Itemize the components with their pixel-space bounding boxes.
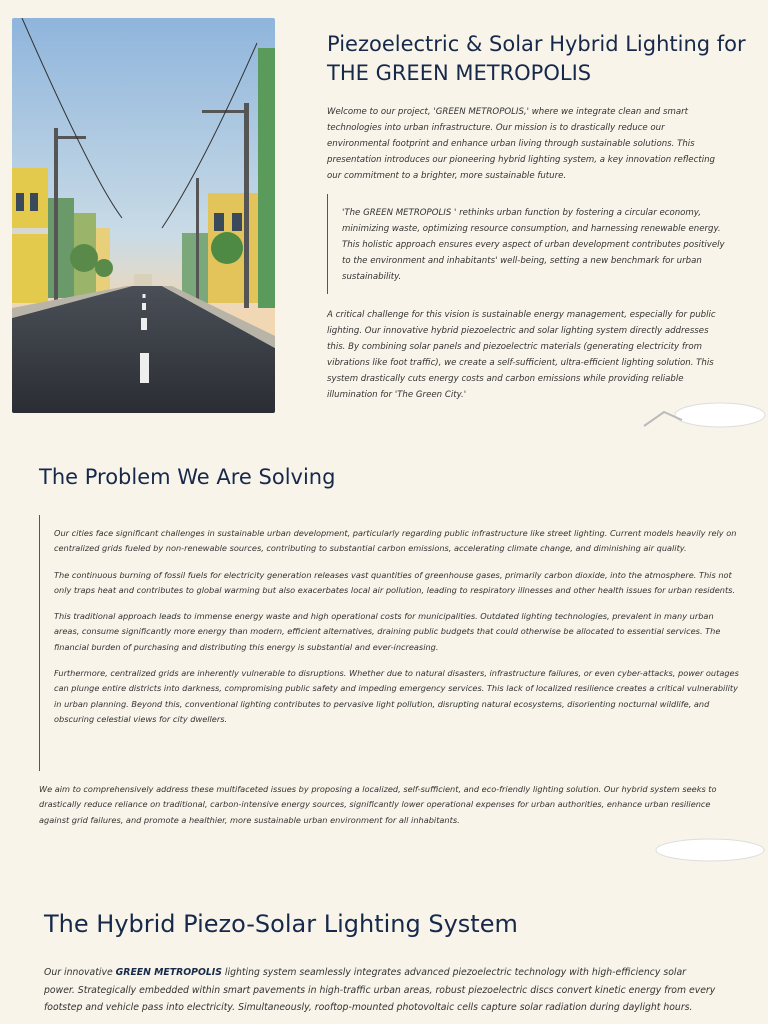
hybrid-text-start: Our innovative <box>44 967 116 978</box>
problem-paragraph: Our cities face significant challenges in sustainable urban development, particularly regarding public infrastructure like street lighting. Current models heavily rely on centralized grids fueled by non-renewable sources, contributing to substantial carbon emissions, accelerating climate change, and diminishing air quality. <box>54 528 737 554</box>
hybrid-paragraph <box>44 964 716 1017</box>
decorative-smudge <box>650 836 766 864</box>
mission-quote <box>327 194 727 294</box>
problem-paragraph: This traditional approach leads to immense energy waste and high operational costs for municipalities. Outdated lighting technologies, prevalent in many urban areas, consume significantly more energy than modern, efficient alternatives, draining public budgets that could otherwise be allocated to essential services. The financial burden of purchasing and distributing this energy is substantial and ever-increasing. <box>54 611 721 652</box>
decorative-smudge <box>642 400 766 430</box>
hybrid-text-end: lighting system seamlessly integrates advanced piezoelectric technology with high-efficiency solar power. Strategically embedded within smart pavements in high-traffic urban areas, robust piezoelectric discs convert kinetic energy from every footstep and vehicle pass into electricity. Simultaneously, rooftop-mounted photovoltaic cells capture solar radiation during daylight hours. <box>44 967 716 1013</box>
hybrid-heading: The Hybrid Piezo-Solar Lighting System <box>44 910 518 938</box>
street-hero-image <box>12 18 275 413</box>
aim-paragraph: We aim to comprehensively address these multifaceted issues by proposing a localized, self-sufficient, and eco-friendly lighting solution. Our hybrid system seeks to drastically reduce reliance on traditional, carbon-intensive energy sources, significantly lower operational expenses for urban authorities, enhance urban resilience against grid failures, and promote a healthier, more sustainable urban environment for all inhabitants. <box>39 784 717 825</box>
challenge-paragraph: A critical challenge for this vision is sustainable energy management, especially for public lighting. Our innovative hybrid piezoelectric and solar lighting system directly addresses this. By combining solar panels and piezoelectric materials (generating electricity from vibrations like foot traffic), we create a self-sufficient, ultra-efficient lighting solution. This system drastically cuts energy costs and carbon emissions while providing reliable illumination for 'The Green City.' <box>327 310 716 400</box>
problem-section <box>39 515 739 771</box>
street-illustration <box>12 18 275 413</box>
quote-text: 'The GREEN METROPOLIS ' rethinks urban function by fostering a circular economy, minimizing waste, optimizing resource consumption, and harnessing renewable energy. This holistic approach ensures every aspect of urban development contributes positively to the environment and inhabitants' well-being, setting a new benchmark for urban sustainability. <box>342 208 725 282</box>
intro-paragraph: Welcome to our project, 'GREEN METROPOLIS,' where we integrate clean and smart technologies into urban infrastructure. Our mission is to drastically reduce our environmental footprint and enhance urban living through sustainable solutions. This presentation introduces our pioneering hybrid lighting system, a key innovation reflecting our commitment to a brighter, more sustainable future. <box>327 107 715 181</box>
problem-paragraph: Furthermore, centralized grids are inherently vulnerable to disruptions. Whether due to natural disasters, infrastructure failures, or even cyber-attacks, power outages can plunge entire districts into darkness, compromising public safety and impeding emergency services. This lack of localized resilience creates a critical vulnerability in urban planning. Beyond this, conventional lighting contributes to pervasive light pollution, disrupting natural ecosystems, disorienting nocturnal wildlife, and obscuring celestial views for city dwellers. <box>54 668 739 724</box>
page-title: Piezoelectric & Solar Hybrid Lighting for THE GREEN METROPOLIS <box>327 32 746 85</box>
problem-heading: The Problem We Are Solving <box>39 465 336 489</box>
problem-paragraph: The continuous burning of fossil fuels for electricity generation releases vast quantities of greenhouse gases, primarily carbon dioxide, into the atmosphere. This not only traps heat and contributes to global warming but also exacerbates local air pollution, leading to respiratory illnesses and other health issues for urban residents. <box>54 569 736 595</box>
brand-name: GREEN METROPOLIS <box>115 967 222 978</box>
